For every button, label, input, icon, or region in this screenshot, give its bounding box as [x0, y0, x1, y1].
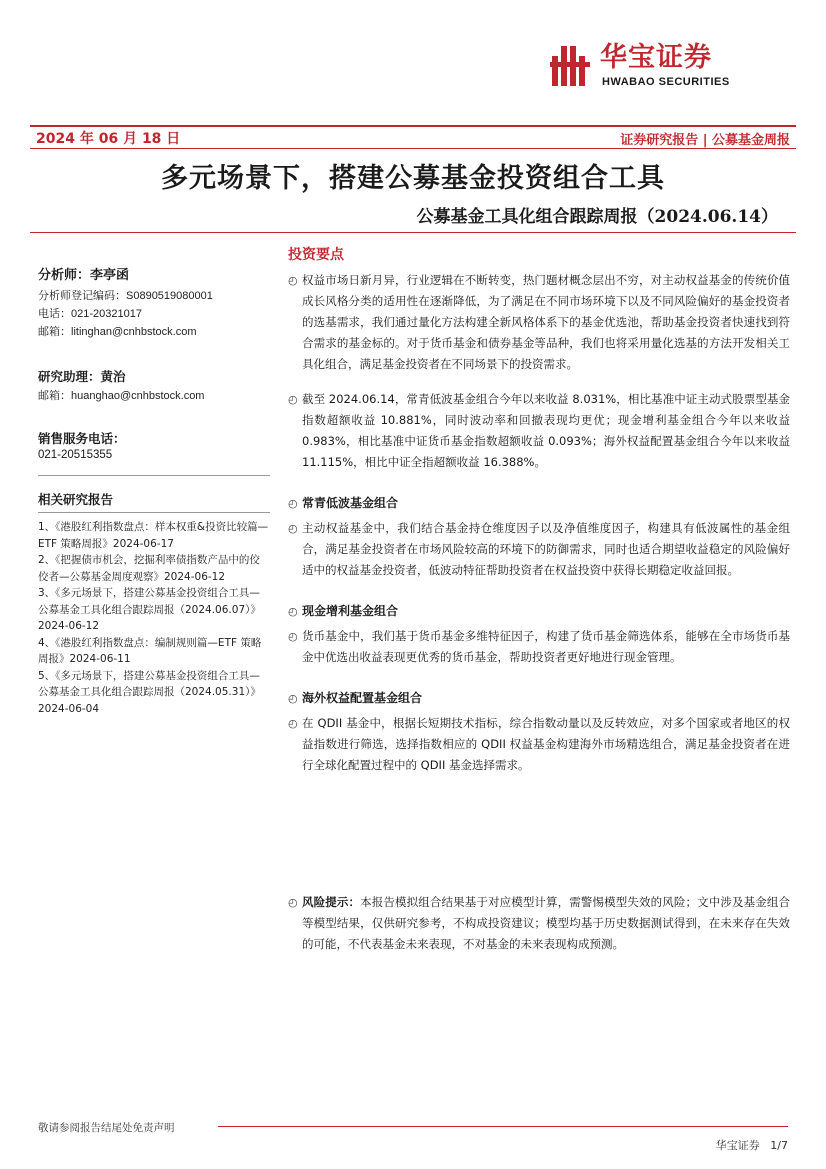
header-bar [30, 125, 796, 149]
subsection-title-text: 海外权益配置基金组合 [302, 691, 423, 705]
subsection-title [288, 493, 790, 514]
analyst-reg-code-label: 分析师登记编码： [38, 289, 126, 302]
sales-phone: 021-20515355 [38, 449, 270, 476]
analyst-email-label: 邮箱： [38, 325, 71, 338]
footer-page-info [716, 1137, 788, 1153]
subsection-title [288, 688, 790, 709]
related-reports-title: 相关研究报告 [38, 490, 270, 513]
sales-label: 销售服务电话： [38, 431, 126, 446]
subsection-text: 在 QDII 基金中，根据长短期技术指标，综合指数动量以及反转效应，对多个国家或者地区的权益指数进行筛选，选择指数相应的 QDII 权益基金构建海外市场精选组合，满足基金投资者在进行全球化配置过程中的 QDII 基金选择需求。 [302, 716, 790, 772]
page-title: 多元场景下，搭建公募基金投资组合工具 [161, 163, 665, 194]
analyst-email-link[interactable]: litinghan@cnhbstock.com [71, 326, 197, 338]
title-divider [30, 232, 796, 233]
analyst-name: 分析师：李亭函 [38, 268, 130, 283]
subsection-overseas [288, 688, 790, 776]
subsection-cash [288, 601, 790, 668]
page-number: 1/7 [770, 1139, 788, 1152]
key-points-title: 投资要点 [288, 247, 344, 263]
clock-bullet-icon: ◴ [288, 630, 298, 643]
logo-name-cn: 华宝证券 [600, 42, 712, 73]
subsection-text: 货币基金中，我们基于货币基金多维特征因子，构建了货币基金筛选体系，能够在全市场货币基金中优选出收益表现更优秀的货币基金，帮助投资者更好地进行现金管理。 [302, 629, 790, 664]
subsection-low-vol [288, 493, 790, 581]
clock-bullet-icon: ◴ [288, 522, 298, 535]
risk-label: 风险提示： [302, 895, 361, 909]
analyst-reg-code-value: S0890519080001 [126, 290, 213, 302]
report-date: 2024 年 06 月 18 日 [36, 131, 181, 147]
page-subtitle: 公募基金工具化组合跟踪周报（2024.06.14） [416, 207, 778, 227]
clock-bullet-icon: ◴ [288, 692, 298, 705]
subsection-body [288, 713, 790, 776]
assistant-email-link[interactable]: huanghao@cnhbstock.com [71, 390, 205, 402]
footer-company: 华宝证券 [715, 1139, 760, 1152]
clock-bullet-icon: ◴ [288, 274, 298, 287]
report-series: 证券研究报告 | 公募基金周报 [620, 133, 790, 148]
main-content [288, 244, 790, 955]
risk-body: 本报告模拟组合结果基于对应模型计算，需警惕模型失效的风险；文中涉及基金组合等模型结果，仅供研究参考，不构成投资建议；模型均基于历史数据测试得到，在未来存在失效的可能，不代表基金未来表现，不对基金的未来表现构成预测。 [302, 895, 790, 951]
logo-mark-icon [548, 42, 594, 88]
sidebar [38, 258, 270, 717]
assistant-email [38, 387, 270, 405]
intro-paragraph [288, 270, 790, 375]
analyst-phone-value: 021-20321017 [71, 308, 142, 320]
analyst-phone-label: 电话： [38, 307, 71, 320]
clock-bullet-icon: ◴ [288, 717, 298, 730]
analyst-phone [38, 305, 270, 323]
clock-bullet-icon: ◴ [288, 393, 298, 406]
subsection-title-text: 现金增利基金组合 [302, 604, 399, 618]
analyst-email [38, 323, 270, 341]
subsection-title [288, 601, 790, 622]
company-logo [548, 42, 780, 92]
risk-warning [288, 892, 790, 955]
related-report-item[interactable]: 4、《港股红利指数盘点：编制规则篇—ETF 策略周报》2024-06-11 [38, 636, 262, 665]
related-report-item[interactable]: 3、《多元场景下，搭建公募基金投资组合工具—公募基金工具化组合跟踪周报（2024.06.07）》2024-06-12 [38, 587, 261, 632]
clock-bullet-icon: ◴ [288, 605, 298, 618]
clock-bullet-icon: ◴ [288, 896, 298, 909]
assistant-name: 研究助理：黄治 [38, 369, 126, 384]
assistant-email-label: 邮箱： [38, 389, 71, 402]
intro-text: 权益市场日新月异，行业逻辑在不断转变，热门题材概念层出不穷，对主动权益基金的传统价值成长风格分类的适用性在逐渐降低，为了满足在不同市场环境下以及不同风险偏好的基金投资者的选基需求，我们通过量化方法构建全新风格体系下的基金优选池，帮助基金投资者快速找到符合需求的基金标的。对于货币基金和债券基金等品种，我们也将采用量化选基的方法开发相关工具化组合，满足基金投资者在不同场景下的投资需求。 [302, 273, 790, 371]
analyst-reg-code [38, 287, 270, 305]
clock-bullet-icon: ◴ [288, 497, 298, 510]
subsection-body [288, 518, 790, 581]
footer-disclaimer[interactable]: 敬请参阅报告结尾处免责声明 [38, 1122, 175, 1134]
related-report-item[interactable]: 5、《多元场景下，搭建公募基金投资组合工具—公募基金工具化组合跟踪周报（2024.05.31）》2024-06-04 [38, 669, 261, 715]
performance-text: 截至 2024.06.14，常青低波基金组合今年以来收益 8.031%，相比基准中证主动式股票型基金指数超额收益 10.881%，同时波动率和回撤表现均更优；现金增利基金组合今年以来收益 0.983%，相比基准中证货币基金指数超额收益 0.093%；海外权益配置基金组合今年以来收益 11.115%，相比中证全指超额收益 16.388%。 [302, 392, 790, 469]
related-report-item[interactable]: 1、《港股红利指数盘点：样本权重&投资比较篇—ETF 策略周报》2024-06-17 [38, 521, 269, 550]
related-report-item[interactable]: 2、《把握债市机会，挖掘利率债指数产品中的佼佼者—公募基金周度观察》2024-06-12 [38, 554, 260, 583]
subsection-title-text: 常青低波基金组合 [302, 496, 399, 510]
performance-paragraph [288, 389, 790, 473]
risk-text [302, 892, 790, 955]
footer-divider [218, 1126, 788, 1127]
subsection-body [288, 626, 790, 668]
subsection-text: 主动权益基金中，我们结合基金持仓维度因子以及净值维度因子，构建具有低波属性的基金组合，满足基金投资者在市场风险较高的环境下的防御需求，同时也适合期望收益稳定的风险偏好适中的权益基金投资者，低波动特征帮助投资者在权益投资中获得长期稳定收益回报。 [302, 521, 790, 577]
logo-name-en: HWABAO SECURITIES [602, 76, 730, 88]
